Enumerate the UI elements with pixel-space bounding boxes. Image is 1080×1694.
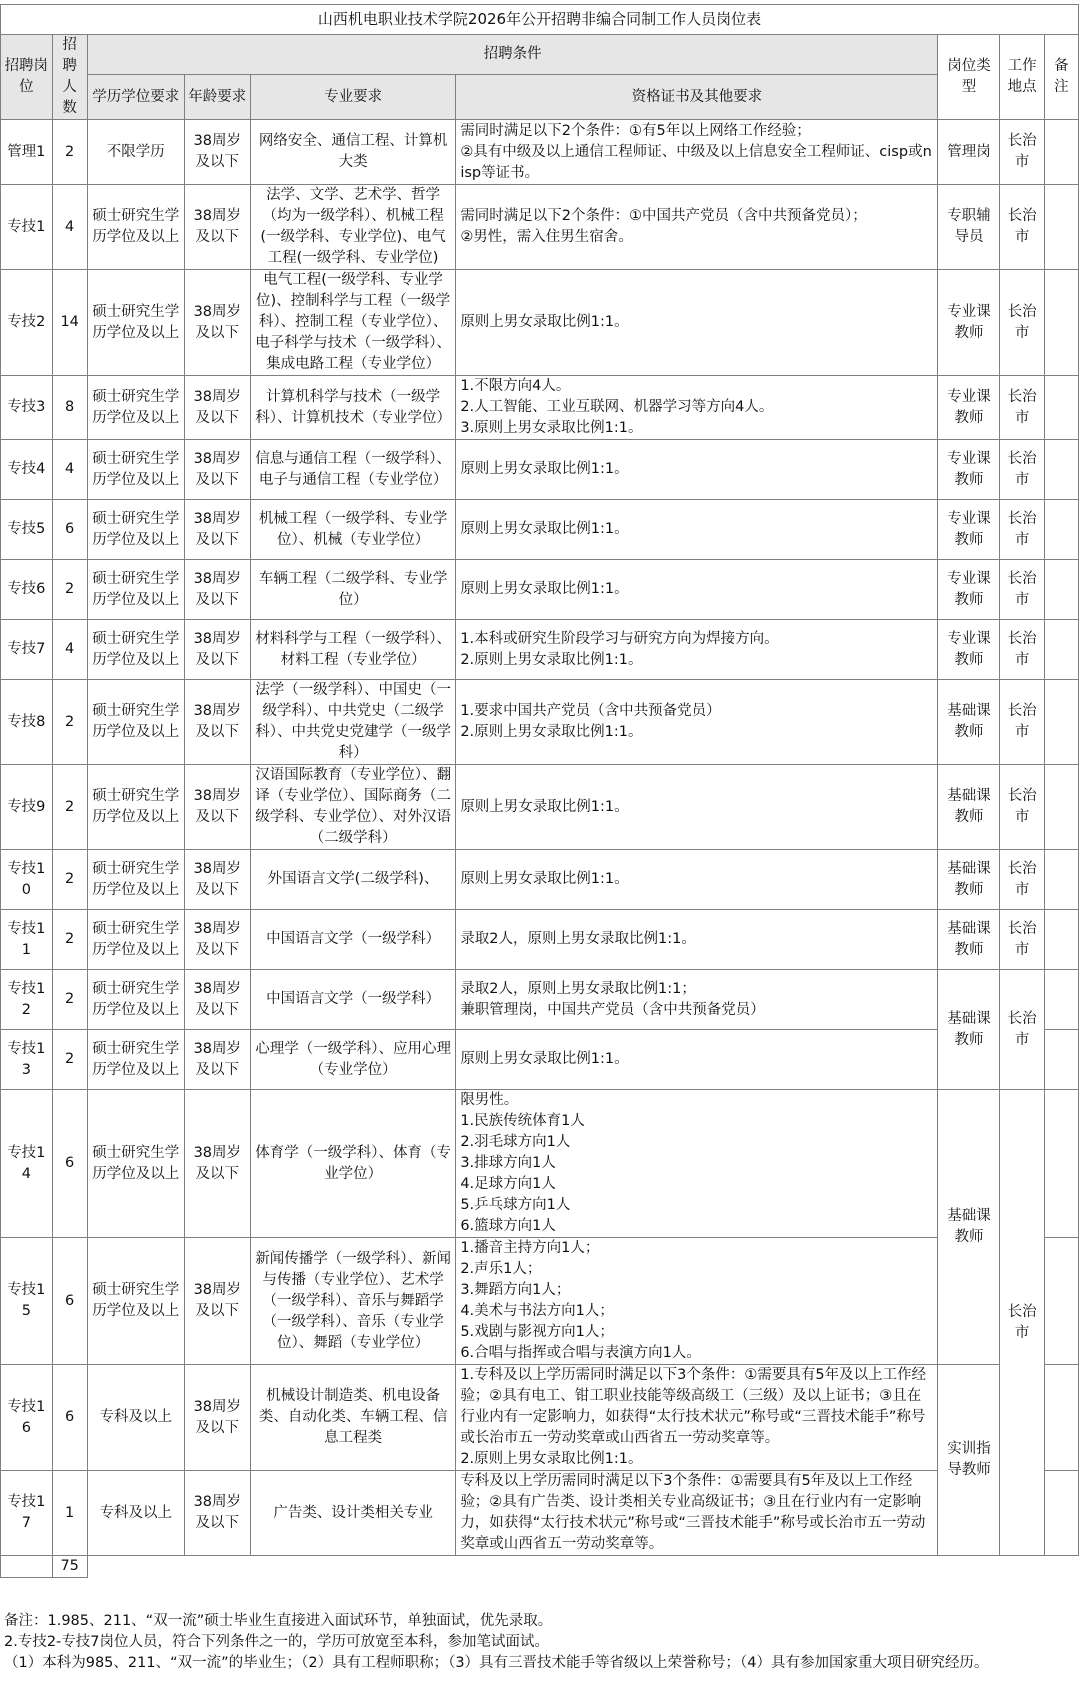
cell-post: 专技1 xyxy=(1,185,53,270)
qual-line: 1.专科及以上学历需同时满足以下3个条件：①需要具有5年及以上工作经验；②具有电工、钳工职业技能等级高级工（三级）及以上证书；③且在行业内有一定影响力，如获得“太行技术状元”称号或“三晋技术能手”称号或长治市五一劳动奖章或山西省五一劳动奖章等。 xyxy=(460,1367,927,1446)
table-row xyxy=(1,970,1079,1030)
qual-line: 原则上男女录取比例1:1。 xyxy=(460,521,629,537)
cell-count: 4 xyxy=(52,620,87,680)
cell-count: 2 xyxy=(52,850,87,910)
table-row xyxy=(1,120,1079,185)
cell-edu: 硕士研究生学历学位及以上 xyxy=(87,270,184,376)
cell-count: 6 xyxy=(52,1365,87,1471)
table-row xyxy=(1,1471,1079,1556)
cell-post: 专技14 xyxy=(1,1090,53,1238)
qual-line: 2.原则上男女录取比例1:1。 xyxy=(460,724,643,740)
cell-type: 专业课教师 xyxy=(938,440,1000,500)
cell-qual xyxy=(456,970,938,1030)
cell-qual xyxy=(456,500,938,560)
cell-type: 专业课教师 xyxy=(938,500,1000,560)
table-row xyxy=(1,680,1079,765)
cell-edu: 硕士研究生学历学位及以上 xyxy=(87,440,184,500)
cell-age: 38周岁及以下 xyxy=(184,270,250,376)
cell-note xyxy=(1044,850,1078,910)
table-row xyxy=(1,850,1079,910)
cell-location: 长治市 xyxy=(1000,850,1044,910)
cell-location: 长治市 xyxy=(1000,120,1044,185)
cell-count: 2 xyxy=(52,680,87,765)
cell-edu: 硕士研究生学历学位及以上 xyxy=(87,560,184,620)
cell-edu: 硕士研究生学历学位及以上 xyxy=(87,1238,184,1365)
cell-type: 专业课教师 xyxy=(938,270,1000,376)
cell-count: 2 xyxy=(52,560,87,620)
cell-age: 38周岁及以下 xyxy=(184,910,250,970)
cell-qual xyxy=(456,1238,938,1365)
cell-type: 基础课教师 xyxy=(938,765,1000,850)
cell-edu: 硕士研究生学历学位及以上 xyxy=(87,850,184,910)
cell-count: 6 xyxy=(52,1090,87,1238)
total-count: 75 xyxy=(52,1556,87,1578)
qual-line: 原则上男女录取比例1:1。 xyxy=(460,798,629,815)
header-edu: 学历学位要求 xyxy=(87,75,184,120)
cell-edu: 硕士研究生学历学位及以上 xyxy=(87,376,184,440)
note-line: （1）本科为985、211、“双一流”的毕业生；（2）具有工程师职称；（3）具有三晋技术能手等省级以上荣誉称号；（4）具有参加国家重大项目研究经历。 xyxy=(4,1655,989,1671)
cell-location: 长治市 xyxy=(1000,910,1044,970)
cell-age: 38周岁及以下 xyxy=(184,850,250,910)
cell-qual xyxy=(456,270,938,376)
cell-post: 专技4 xyxy=(1,440,53,500)
cell-qual xyxy=(456,376,938,440)
qual-line: 6.篮球方向1人 xyxy=(460,1218,556,1234)
cell-edu: 硕士研究生学历学位及以上 xyxy=(87,910,184,970)
cell-qual xyxy=(456,185,938,270)
table-row xyxy=(1,1090,1079,1238)
header-major: 专业要求 xyxy=(250,75,455,120)
cell-age: 38周岁及以下 xyxy=(184,560,250,620)
cell-note xyxy=(1044,120,1078,185)
table-row xyxy=(1,270,1079,376)
cell-type: 专业课教师 xyxy=(938,560,1000,620)
cell-count: 2 xyxy=(52,1030,87,1090)
table-row xyxy=(1,440,1079,500)
cell-type: 基础课教师 xyxy=(938,680,1000,765)
cell-post: 专技16 xyxy=(1,1365,53,1471)
cell-note xyxy=(1044,970,1078,1030)
cell-note xyxy=(1044,440,1078,500)
cell-post: 专技6 xyxy=(1,560,53,620)
total-label-cell xyxy=(1,1556,53,1578)
cell-major: 机械工程（一级学科、专业学位）、机械（专业学位） xyxy=(250,500,455,560)
qual-line: 3.舞蹈方向1人； xyxy=(460,1282,571,1298)
cell-major: 车辆工程（二级学科、专业学位） xyxy=(250,560,455,620)
cell-location: 长治市 xyxy=(1000,1090,1044,1556)
cell-count: 4 xyxy=(52,440,87,500)
qual-line: 需同时满足以下2个条件：①有5年以上网络工作经验； xyxy=(460,122,811,139)
cell-note xyxy=(1044,1090,1078,1238)
table-row xyxy=(1,185,1079,270)
cell-location: 长治市 xyxy=(1000,765,1044,850)
cell-edu: 专科及以上 xyxy=(87,1365,184,1471)
cell-major: 外国语言文学(二级学科)、 xyxy=(250,850,455,910)
cell-note xyxy=(1044,1471,1078,1556)
cell-post: 专技2 xyxy=(1,270,53,376)
cell-post: 专技8 xyxy=(1,680,53,765)
qual-line: 6.合唱与指挥或合唱与表演方向1人。 xyxy=(460,1345,701,1361)
qual-line: 4.美术与书法方向1人； xyxy=(460,1303,614,1319)
qual-line: 1.民族传统体育1人 xyxy=(460,1113,585,1129)
cell-age: 38周岁及以下 xyxy=(184,440,250,500)
cell-note xyxy=(1044,1030,1078,1090)
table-row xyxy=(1,1238,1079,1365)
cell-count: 2 xyxy=(52,970,87,1030)
header-post: 招聘岗位 xyxy=(1,35,53,120)
cell-qual xyxy=(456,850,938,910)
cell-location: 长治市 xyxy=(1000,500,1044,560)
cell-edu: 硕士研究生学历学位及以上 xyxy=(87,1090,184,1238)
cell-location: 长治市 xyxy=(1000,970,1044,1090)
cell-major: 机械设计制造类、机电设备类、自动化类、车辆工程、信息工程类 xyxy=(250,1365,455,1471)
cell-type: 基础课教师 xyxy=(938,850,1000,910)
cell-qual xyxy=(456,620,938,680)
cell-note xyxy=(1044,1238,1078,1365)
table-row xyxy=(1,1365,1079,1471)
cell-count: 6 xyxy=(52,500,87,560)
cell-count: 1 xyxy=(52,1471,87,1556)
footnotes xyxy=(4,1611,1074,1674)
cell-edu: 硕士研究生学历学位及以上 xyxy=(87,620,184,680)
cell-note xyxy=(1044,620,1078,680)
cell-qual xyxy=(456,440,938,500)
qual-line: 限男性。 xyxy=(460,1092,519,1108)
qual-line: 3.排球方向1人 xyxy=(460,1155,556,1171)
cell-edu: 硕士研究生学历学位及以上 xyxy=(87,500,184,560)
cell-major: 广告类、设计类相关专业 xyxy=(250,1471,455,1556)
note-line: 备注：1.985、211、“双一流”硕士毕业生直接进入面试环节，单独面试，优先录取。 xyxy=(4,1613,553,1629)
cell-major: 计算机科学与技术（一级学科）、计算机技术（专业学位） xyxy=(250,376,455,440)
total-row xyxy=(1,1556,1079,1578)
qual-line: 2.人工智能、工业互联网、机器学习等方向4人。 xyxy=(460,399,774,415)
cell-post: 专技9 xyxy=(1,765,53,850)
cell-post: 专技11 xyxy=(1,910,53,970)
cell-age: 38周岁及以下 xyxy=(184,1238,250,1365)
qual-line: 需同时满足以下2个条件：①中国共产党员（含中共预备党员）； xyxy=(460,208,867,224)
qual-line: 原则上男女录取比例1:1。 xyxy=(460,871,629,887)
cell-qual xyxy=(456,560,938,620)
cell-type: 基础课教师 xyxy=(938,970,1000,1090)
qual-line: ②具有中级及以上通信工程师证、中级及以上信息安全工程师证、cisp或nisp等证书。 xyxy=(460,143,932,181)
cell-major: 网络安全、通信工程、计算机大类 xyxy=(250,120,455,185)
total-filler xyxy=(87,1556,1078,1578)
qual-line: 专科及以上学历需同时满足以下3个条件：①需要具有5年及以上工作经验；②具有广告类、设计类相关专业高级证书；③且在行业内有一定影响力，如获得“太行技术状元”称号或“三晋技术能手”称号或长治市五一劳动奖章或山西省五一劳动奖章等。 xyxy=(460,1473,926,1552)
cell-qual xyxy=(456,1030,938,1090)
qual-line: 原则上男女录取比例1:1。 xyxy=(460,1051,629,1067)
cell-age: 38周岁及以下 xyxy=(184,1090,250,1238)
table-row xyxy=(1,560,1079,620)
cell-age: 38周岁及以下 xyxy=(184,680,250,765)
cell-count: 6 xyxy=(52,1238,87,1365)
cell-location: 长治市 xyxy=(1000,440,1044,500)
cell-edu: 硕士研究生学历学位及以上 xyxy=(87,1030,184,1090)
cell-count: 2 xyxy=(52,910,87,970)
cell-post: 专技17 xyxy=(1,1471,53,1556)
cell-post: 专技12 xyxy=(1,970,53,1030)
table-row xyxy=(1,1030,1079,1090)
cell-count: 14 xyxy=(52,270,87,376)
header-location: 工作地点 xyxy=(1000,35,1044,120)
qual-line: 原则上男女录取比例1:1。 xyxy=(460,314,629,330)
qual-line: 1.本科或研究生阶段学习与研究方向为焊接方向。 xyxy=(460,630,779,647)
cell-age: 38周岁及以下 xyxy=(184,500,250,560)
header-conditions: 招聘条件 xyxy=(87,35,938,75)
cell-type: 基础课教师 xyxy=(938,1090,1000,1365)
cell-age: 38周岁及以下 xyxy=(184,765,250,850)
cell-qual xyxy=(456,120,938,185)
header-note: 备注 xyxy=(1044,35,1078,120)
cell-edu: 硕士研究生学历学位及以上 xyxy=(87,680,184,765)
cell-note xyxy=(1044,1365,1078,1471)
cell-age: 38周岁及以下 xyxy=(184,1365,250,1471)
qual-line: 原则上男女录取比例1:1。 xyxy=(460,581,629,597)
cell-note xyxy=(1044,765,1078,850)
cell-note xyxy=(1044,680,1078,765)
cell-major: 体育学（一级学科）、体育（专业学位） xyxy=(250,1090,455,1238)
recruitment-table xyxy=(0,4,1079,1578)
cell-edu: 硕士研究生学历学位及以上 xyxy=(87,765,184,850)
cell-post: 专技5 xyxy=(1,500,53,560)
cell-qual xyxy=(456,1090,938,1238)
cell-count: 8 xyxy=(52,376,87,440)
cell-qual xyxy=(456,1365,938,1471)
cell-location: 长治市 xyxy=(1000,680,1044,765)
cell-major: 电气工程(一级学科、专业学位)、控制科学与工程（一级学科）、控制工程（专业学位）、电子科学与技术（一级学科）、集成电路工程（专业学位） xyxy=(250,270,455,376)
qual-line: 1.播音主持方向1人； xyxy=(460,1240,600,1256)
cell-post: 专技15 xyxy=(1,1238,53,1365)
cell-major: 汉语国际教育（专业学位）、翻译（专业学位）、国际商务（二级学科、专业学位）、对外汉语（二级学科） xyxy=(250,765,455,850)
cell-edu: 专科及以上 xyxy=(87,1471,184,1556)
cell-note xyxy=(1044,560,1078,620)
qual-line: 2.原则上男女录取比例1:1。 xyxy=(460,1451,643,1467)
qual-line: 4.足球方向1人 xyxy=(460,1176,556,1192)
cell-count: 2 xyxy=(52,765,87,850)
cell-major: 法学（一级学科）、中国史（一级学科）、中共党史（二级学科）、中共党史党建学（一级学科） xyxy=(250,680,455,765)
cell-type: 专业课教师 xyxy=(938,620,1000,680)
cell-age: 38周岁及以下 xyxy=(184,1471,250,1556)
qual-line: ②男性，需入住男生宿舍。 xyxy=(460,229,633,245)
cell-age: 38周岁及以下 xyxy=(184,970,250,1030)
cell-type: 专职辅导员 xyxy=(938,185,1000,270)
cell-note xyxy=(1044,910,1078,970)
qual-line: 2.声乐1人； xyxy=(460,1261,542,1277)
cell-post: 专技3 xyxy=(1,376,53,440)
table-row xyxy=(1,765,1079,850)
cell-major: 中国语言文学（一级学科） xyxy=(250,910,455,970)
qual-line: 录取2人，原则上男女录取比例1:1。 xyxy=(460,931,696,947)
cell-qual xyxy=(456,680,938,765)
cell-post: 专技10 xyxy=(1,850,53,910)
cell-age: 38周岁及以下 xyxy=(184,1030,250,1090)
cell-note xyxy=(1044,270,1078,376)
cell-count: 4 xyxy=(52,185,87,270)
cell-type: 专业课教师 xyxy=(938,376,1000,440)
cell-edu: 硕士研究生学历学位及以上 xyxy=(87,970,184,1030)
header-qual: 资格证书及其他要求 xyxy=(456,75,938,120)
qual-line: 原则上男女录取比例1:1。 xyxy=(460,461,629,477)
cell-count: 2 xyxy=(52,120,87,185)
cell-location: 长治市 xyxy=(1000,185,1044,270)
cell-note xyxy=(1044,376,1078,440)
qual-line: 3.原则上男女录取比例1:1。 xyxy=(460,420,643,436)
table-title: 山西机电职业技术学院2026年公开招聘非编合同制工作人员岗位表 xyxy=(1,5,1079,35)
qual-line: 录取2人，原则上男女录取比例1:1； xyxy=(460,980,696,997)
header-type: 岗位类型 xyxy=(938,35,1000,120)
cell-qual xyxy=(456,910,938,970)
cell-location: 长治市 xyxy=(1000,560,1044,620)
table-row xyxy=(1,376,1079,440)
cell-type: 管理岗 xyxy=(938,120,1000,185)
cell-edu: 不限学历 xyxy=(87,120,184,185)
table-row xyxy=(1,620,1079,680)
cell-note xyxy=(1044,500,1078,560)
cell-edu: 硕士研究生学历学位及以上 xyxy=(87,185,184,270)
qual-line: 1.要求中国共产党员（含中共预备党员） xyxy=(460,703,721,719)
cell-age: 38周岁及以下 xyxy=(184,120,250,185)
cell-type: 实训指导教师 xyxy=(938,1365,1000,1556)
cell-age: 38周岁及以下 xyxy=(184,376,250,440)
note-line: 2.专技2-专技7岗位人员，符合下列条件之一的，学历可放宽至本科，参加笔试面试。 xyxy=(4,1634,550,1650)
qual-line: 2.原则上男女录取比例1:1。 xyxy=(460,651,643,668)
header-age: 年龄要求 xyxy=(184,75,250,120)
qual-line: 5.乒乓球方向1人 xyxy=(460,1197,571,1213)
header-count: 招聘人数 xyxy=(52,35,87,120)
cell-type: 基础课教师 xyxy=(938,910,1000,970)
qual-line: 兼职管理岗，中国共产党员（含中共预备党员） xyxy=(460,1001,765,1018)
cell-age: 38周岁及以下 xyxy=(184,185,250,270)
table-row xyxy=(1,500,1079,560)
qual-line: 1.不限方向4人。 xyxy=(460,378,571,394)
cell-location: 长治市 xyxy=(1000,620,1044,680)
cell-major: 心理学（一级学科）、应用心理（专业学位） xyxy=(250,1030,455,1090)
cell-major: 法学、文学、艺术学、哲学（均为一级学科）、机械工程(一级学科、专业学位)、电气工程(一级学科、专业学位) xyxy=(250,185,455,270)
cell-note xyxy=(1044,185,1078,270)
cell-major: 新闻传播学（一级学科）、新闻与传播（专业学位）、艺术学（一级学科）、音乐与舞蹈学（一级学科）、音乐（专业学位）、舞蹈（专业学位） xyxy=(250,1238,455,1365)
cell-major: 材料科学与工程（一级学科）、材料工程（专业学位） xyxy=(250,620,455,680)
cell-age: 38周岁及以下 xyxy=(184,620,250,680)
cell-major: 中国语言文学（一级学科） xyxy=(250,970,455,1030)
cell-post: 专技7 xyxy=(1,620,53,680)
cell-qual xyxy=(456,765,938,850)
cell-major: 信息与通信工程（一级学科）、电子与通信工程（专业学位） xyxy=(250,440,455,500)
qual-line: 2.羽毛球方向1人 xyxy=(460,1134,571,1150)
table-row xyxy=(1,910,1079,970)
cell-post: 管理1 xyxy=(1,120,53,185)
cell-location: 长治市 xyxy=(1000,376,1044,440)
cell-location: 长治市 xyxy=(1000,270,1044,376)
cell-qual xyxy=(456,1471,938,1556)
qual-line: 5.戏剧与影视方向1人； xyxy=(460,1324,614,1340)
cell-post: 专技13 xyxy=(1,1030,53,1090)
